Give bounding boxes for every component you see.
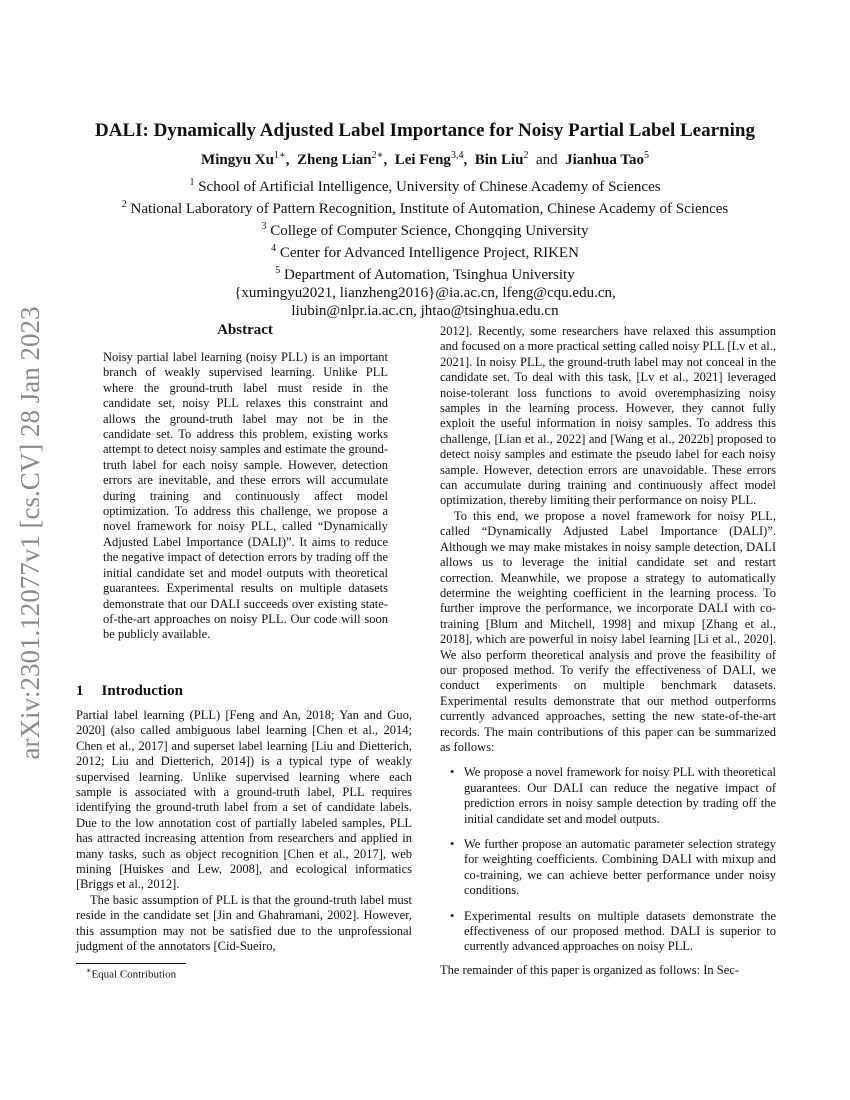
author-affil-mark: 3,4 bbox=[450, 150, 464, 161]
body-paragraph-tail: The remainder of this paper is organized as follows: In Sec- bbox=[440, 963, 739, 977]
footnote-mark: ∗ bbox=[86, 966, 92, 975]
footnote-rule bbox=[76, 963, 186, 964]
paper-title: DALI: Dynamically Adjusted Label Importance for Noisy Partial Label Learning bbox=[95, 120, 755, 141]
affiliation-line: $^3$ College of Computer Science, Chongqing University bbox=[261, 221, 589, 239]
footnote bbox=[86, 966, 176, 981]
footnote-text: Equal Contribution bbox=[91, 968, 177, 981]
author-list: Mingyu $Xu^{1∗}$, Zheng Lian$^{2∗}$, Lei Feng$^{3,4}$, Bin Liu$^2$ and Jianhua Tao$^5$ bbox=[201, 150, 649, 168]
list-item: • Experimental results on multiple datasets demonstrate the effectiveness of our proposed method. DALI is superior to currently advanced approaches on noisy PLL. bbox=[440, 909, 776, 955]
email-line: liubin@nlpr.ia.ac.cn, jhtao@tsinghua.edu.cn bbox=[291, 303, 559, 319]
author-affil-mark: 2 bbox=[523, 150, 529, 161]
author-name: Mingyu Xu bbox=[201, 152, 274, 168]
section-number: 1 bbox=[76, 683, 84, 699]
author-name: Jianhua Tao bbox=[565, 152, 644, 168]
affiliation-line: $^4$ Center for Advanced Intelligence Project, RIKEN bbox=[271, 243, 579, 261]
contribution-list bbox=[440, 765, 776, 954]
author-name: Zheng Lian bbox=[297, 152, 372, 168]
author-name: Bin Liu bbox=[474, 152, 524, 168]
body-paragraph: The basic assumption of PLL is that the ground-truth label must reside in the candidate set [Jin and Ghahramani, 2002]. However, this assumption may not be satisfied due to the unprofessional judgment of the annotators [Cid-Sueiro, bbox=[76, 892, 412, 954]
affiliation-line: $^1$ School of Artificial Intelligence, University of Chinese Academy of Sciences bbox=[189, 177, 661, 195]
body-paragraph: To this end, we propose a novel framework for noisy PLL, called “Dynamically Adjusted Label Importance (DALI)”. Although we may make mistakes in noisy sample detection, DALI allows us to leverage the initial candidate set and restart correction. Meanwhile, we propose a strategy to automatically determine the weighting coefficient in the learning process. To further improve the performance, we incorporate DALI with co-training [Blum and Mitchell, 1998] and mixup [Zhang et al., 2018], which are powerful in noisy label learning [Li et al., 2020]. We also perform theoretical analysis and prove the feasibility of our proposed method. To verify the effectiveness of DALI, we conduct experiments on multiple benchmark datasets. Experimental results demonstrate that our method outperforms currently advanced approaches, setting the new state-of-the-art records. The main contributions of this paper can be summarized as follows: bbox=[440, 508, 776, 754]
affiliations bbox=[40, 174, 810, 320]
abstract-body: Noisy partial label learning (noisy PLL) is an important branch of weakly supervised learning. Unlike PLL where the ground-truth label must reside in the candidate set, noisy PLL relaxes this constraint and allows the ground-truth label may not be in the candidate set. To address this problem, existing works attempt to detect noisy samples and estimate the ground-truth label for each noisy sample. However, detection errors are inevitable, and these errors will accumulate during training and continuously affect model optimization. To address this challenge, we propose a novel framework for noisy PLL, called “Dynamically Adjusted Label Importance (DALI)”. It aims to reduce the negative impact of detection errors by trading off the initial candidate set and model outputs with theoretical guarantees. Experimental results on multiple datasets demonstrate that our DALI succeeds over existing state-of-the-art approaches on noisy PLL. Our code will soon be publicly available. bbox=[103, 350, 388, 642]
arxiv-stamp: arXiv:2301.12077v1 [cs.CV] 28 Jan 2023 bbox=[15, 306, 45, 760]
section-title: Introduction bbox=[101, 683, 183, 699]
section-heading bbox=[76, 683, 183, 700]
author-name: Lei Feng bbox=[394, 152, 451, 168]
left-column bbox=[76, 708, 412, 955]
body-paragraph: 2012]. Recently, some researchers have relaxed this assumption and focused on a more practical setting called noisy PLL [Lv et al., 2021]. In noisy PLL, the ground-truth label may not conceal in the candidate set. To deal with this task, [Lv et al., 2021] leveraged noise-tolerant loss functions to avoid overemphasizing noisy samples in the learning process. However, they cannot fully exploit the useful information in noisy samples. To address this challenge, [Lian et al., 2022] and [Wang et al., 2022b] proposed to detect noisy samples and estimate the pseudo label for each noisy sample. However, detection errors are unavoidable. These errors can accumulate during training and continuously affect model optimization, thereby limiting their performance on noisy PLL. bbox=[440, 324, 776, 508]
author-affil-mark: 5 bbox=[643, 150, 649, 161]
author-affil-mark: 2∗ bbox=[371, 150, 384, 161]
affiliation-line: $^5$ Department of Automation, Tsinghua University bbox=[275, 265, 575, 283]
abstract-heading: Abstract bbox=[217, 322, 273, 338]
right-column bbox=[440, 324, 776, 965]
list-item: • We propose a novel framework for noisy PLL with theoretical guarantees. Our DALI can reduce the negative impact of prediction errors in noisy sample detection by trading off the initial candidate set and model outputs. bbox=[440, 765, 776, 827]
authors-and: and bbox=[535, 152, 558, 168]
email-line: {xumingyu2021, lianzheng2016}@ia.ac.cn, lfeng@cqu.edu.cn, bbox=[234, 285, 616, 301]
list-item: • We further propose an automatic parameter selection strategy for weighting coefficients. Combining DALI with mixup and co-training, we can achieve better performance under noisy conditions. bbox=[440, 837, 776, 899]
body-paragraph: Partial label learning (PLL) [Feng and An, 2018; Yan and Guo, 2020] (also called ambiguous label learning [Chen et al., 2014; Chen et al., 2017] and superset label learning [Liu and Dietterich, 2012; Liu and Dietterich, 2014]) is a typical type of weakly supervised learning. Unlike supervised learning where each sample is associated with a ground-truth label, PLL requires identifying the ground-truth label from a set of candidate labels. Due to the low annotation cost of partially labeled samples, PLL has attracted increasing attention from researchers and applied in many tasks, such as object recognition [Chen et al., 2017], web mining [Huiskes and Lew, 2008], and ecological informatics [Briggs et al., 2012]. bbox=[76, 708, 412, 892]
affiliation-line: $^2$ National Laboratory of Pattern Recognition, Institute of Automation, Chinese Academy of Sciences bbox=[121, 199, 729, 217]
author-affil-mark: 1∗ bbox=[273, 150, 286, 161]
